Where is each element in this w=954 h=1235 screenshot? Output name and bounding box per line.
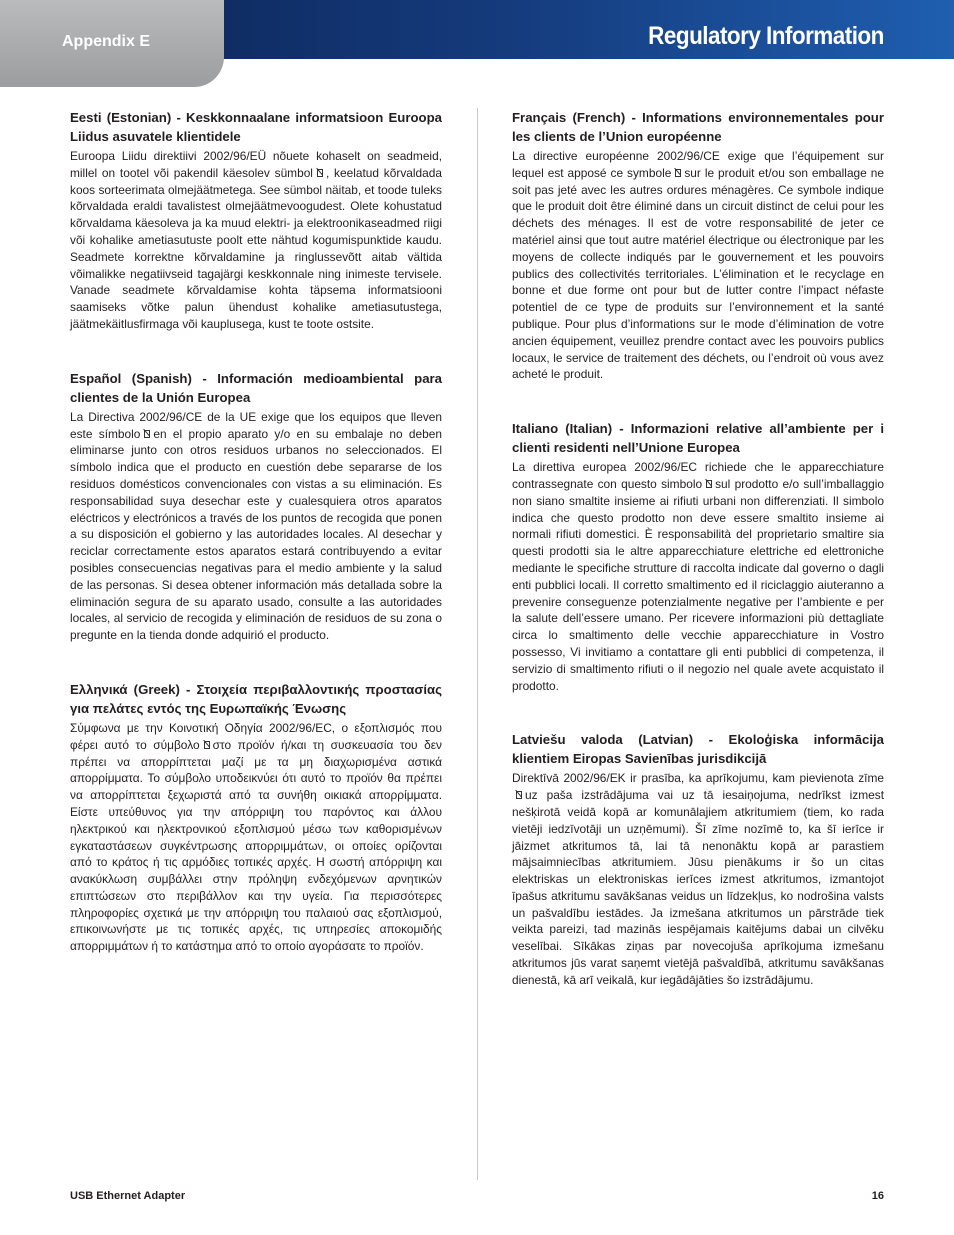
body-text: Σύμφωνα με την Κοινοτική Οδηγία 2002/96/EC, ο εξοπλισμός που φέρει αυτό το σύμβολο — [70, 720, 442, 752]
right-column — [512, 108, 884, 1025]
weee-bin-icon — [515, 790, 522, 799]
section-body — [512, 459, 884, 694]
section-italian — [512, 419, 884, 694]
section-latvian — [512, 730, 884, 988]
section-body — [70, 409, 442, 644]
weee-bin-icon — [316, 168, 323, 177]
section-greek — [70, 680, 442, 955]
weee-bin-icon — [143, 429, 150, 438]
column-divider — [477, 108, 478, 1180]
section-french — [512, 108, 884, 383]
body-text: , keelatud kõrvaldada koos sorteerimata olmejäätmetega. See sümbol näitab, et toode tuleks kõrvaldada eraldi tavalistest olmejäätmevoogudest. Olete kohustatud kõrvaldama käesoleva ja ka muud elektri- ja elektroonikaseadmed riigi või kohalike ametiasutuste poolt ette nähtud kogumispunktide kaudu. Seadmete korrektne kõrvaldamine ja ringlussevõtt aitab vältida võimalikke negatiivseid tagajärgi keskkonnale ning inimeste tervisele. Vanade seadmete kõrvaldamise kohta täpsema informatsiooni saamiseks võtke palun ühendust kohalike ametiasutustega, jäätmekäitlusfirmaga või kauplusega, kust te toote ostsite. — [70, 165, 442, 331]
body-text: Direktīvā 2002/96/EK ir prasība, ka aprīkojumu, kam pievienota zīme — [512, 771, 884, 786]
section-body — [70, 720, 442, 955]
weee-bin-icon — [203, 740, 210, 749]
weee-bin-icon — [674, 168, 681, 177]
body-text: La direttiva europea 2002/96/EC richiede che le apparecchiature contrassegnate con questo simbolo — [512, 460, 884, 491]
appendix-label: Appendix E — [62, 33, 151, 50]
body-text: La Directiva 2002/96/CE de la UE exige que los equipos que lleven este símbolo — [70, 409, 442, 441]
body-text: Euroopa Liidu direktiivi 2002/96/EÜ nõuete kohaselt on seadmeid, millel on tootel või pakendil käesolev sümbol — [70, 149, 442, 180]
body-text: uz paša izstrādājuma vai uz tā iesaiņojuma, nedrīkst izmest nešķirotā veidā kopā ar komunālajiem atkritumiem (tiem, ko rada vietēji iedzīvotāji un uzņēmumi). Šī zīme nozīmē to, ka šī ierīce ir jāizmet atkritumos tā, lai tā nenonāktu kopā ar parastiem mājsaimniecības atkritumiem. Jūsu pienākums ir šo un citas elektriskas un elektroniskas ierīces izmest atkritumos, izmantojot īpašus atkritumu savākšanas veidus un līdzekļus, ko nodrošina valsts un pašvaldību iestādes. Ja izmešana atkritumos un pārstrāde tiek veikta pareizi, tad mazinās iespējamais kaitējums dabai un cilvēku veselībai. Sīkākas ziņas par novecojuša aprīkojuma izmešanu atkritumos jūs varat saņemt vietējā pašvaldībā, atkritumu savākšanas dienestā, kā arī veikalā, kur iegādājāties šo izstrādājumu. — [512, 788, 884, 987]
body-text: en el propio aparato y/o en su embalaje no deben eliminarse junto con otros residuos urbanos no seleccionados. El símbolo indica que el producto en cuestión debe separarse de los residuos domésticos convencionales con vistas a su eliminación. Es responsabilidad suya desechar este y cualesquiera otros aparatos eléctricos y electrónicos a través de los puntos de recogida que ponen a su disposición el gobierno y las autoridades locales. Al desechar y reciclar correctamente estos aparatos estará contribuyendo a evitar posibles consecuencias negativas para el medio ambiente y la salud de las personas. Si desea obtener información más detallada sobre la eliminación segura de su aparato usado, consulte a las autoridades locales, al servicio de recogida y eliminación de residuos de su zona o pregunte en la tienda donde adquirió el producto. — [70, 426, 442, 643]
section-estonian — [70, 108, 442, 333]
weee-bin-icon — [705, 479, 712, 488]
section-heading: Italiano (Italian) - Informazioni relative all’ambiente per i clienti residenti nell’Unione Europea — [512, 421, 884, 456]
section-spanish — [70, 369, 442, 644]
footer-page-number: 16 — [871, 1190, 884, 1202]
section-heading: Français (French) - Informations environnementales pour les clients de l’Union européenne — [512, 110, 884, 144]
footer-product-name: USB Ethernet Adapter — [70, 1190, 186, 1202]
section-heading: Eesti (Estonian) - Keskkonnaalane informatsioon Euroopa Liidus asuvatele klientidele — [70, 110, 442, 144]
body-text: στο προϊόν ή/και τη συσκευασία του δεν πρέπει να απορρίπτεται μαζί με τα μη διαχωρισμένα αστικά απορρίμματα. Το σύμβολο υποδεικνύει ότι αυτό το προϊόν θα πρέπει να απορρίπτεται ξεχωριστά από τα συνήθη οικιακά απορρίμματα. Είστε υπεύθυνος για την απόρριψη του παρόντος και άλλου ηλεκτρικού και ηλεκτρονικού εξοπλισμού μέσω των καθορισμένων εγκαταστάσεων συγκέντρωσης απορριμμάτων, οι οποίες ορίζονται από το κράτος ή τις αρμόδιες τοπικές αρχές. Η σωστή απόρριψη και ανακύκλωση συμβάλλει στην πρόληψη ενδεχόμενων αρνητικών επιπτώσεων στο περιβάλλον και την υγεία. Για περισσότερες πληροφορίες σχετικά με την απόρριψη του παλαιού σας εξοπλισμού, επικοινωνήστε με τις τοπικές αρχές, τις υπηρεσίες αποκομιδής απορριμμάτων ή το κατάστημα από το οποίο αγοράσατε το προϊόν. — [70, 737, 442, 954]
body-text: sur le produit et/ou son emballage ne soit pas jeté avec les autres ordures ménagères. Ce symbole indique que le produit doit être éliminé dans un circuit distinct de celui pour les déchets des ménages. Il est de votre responsabilité de jeter ce matériel ainsi que tout autre matériel électrique ou électronique par les moyens de collecte indiqués par le gouvernement et les pouvoirs publics des collectivités territoriales. L’élimination et le recyclage en bonne et due forme ont pour but de lutter contre l’impact néfaste potentiel de ce type de produits sur l’environnement et la santé publique. Pour plus d’informations sur le mode d’élimination de votre ancien équipement, veuillez prendre contact avec les pouvoirs publics locaux, le service de traitement des déchets, ou l’endroit où vous avez acheté le produit. — [512, 165, 884, 382]
section-heading: Español (Spanish) - Información medioambiental para clientes de la Unión Europea — [70, 370, 442, 405]
section-heading: Latviešu valoda (Latvian) - Ekoloģiska informācija klientiem Eiropas Savienības jurisdikcijā — [512, 732, 884, 767]
section-body — [70, 148, 442, 333]
body-text: sul prodotto e/o sull’imballaggio non siano smaltite insieme ai rifiuti urbani non differenziati. Il simbolo indica che questo prodotto non deve essere smaltito insieme ai normali rifiuti domestici. È responsabilità del proprietario smaltire sia questi prodotti sia le altre apparecchiature elettriche ed elettroniche mediante le specifiche strutture di raccolta indicate dal governo o dagli enti pubblici locali. Il corretto smaltimento ed il riciclaggio aiuteranno a prevenire conseguenze potenzialmente negative per l’ambiente e per la salute dell’essere umano. Per ricevere informazioni più dettagliate circa lo smaltimento delle vecchie apparecchiature in Vostro possesso, Vi invitiamo a contattare gli enti pubblici di competenza, il servizio di smaltimento rifiuti o il negozio nel quale avete acquistato il prodotto. — [512, 476, 884, 693]
page-title: Regulatory Information — [648, 22, 884, 50]
section-heading: Ελληνικά (Greek) - Στοιχεία περιβαλλοντικής προστασίας για πελάτες εντός της Ευρωπαϊκής Ένωσης — [70, 681, 442, 716]
section-body — [512, 148, 884, 383]
body-text: La directive européenne 2002/96/CE exige que l’équipement sur lequel est apposé ce symbole — [512, 149, 884, 180]
left-column — [70, 108, 442, 991]
section-body — [512, 770, 884, 988]
